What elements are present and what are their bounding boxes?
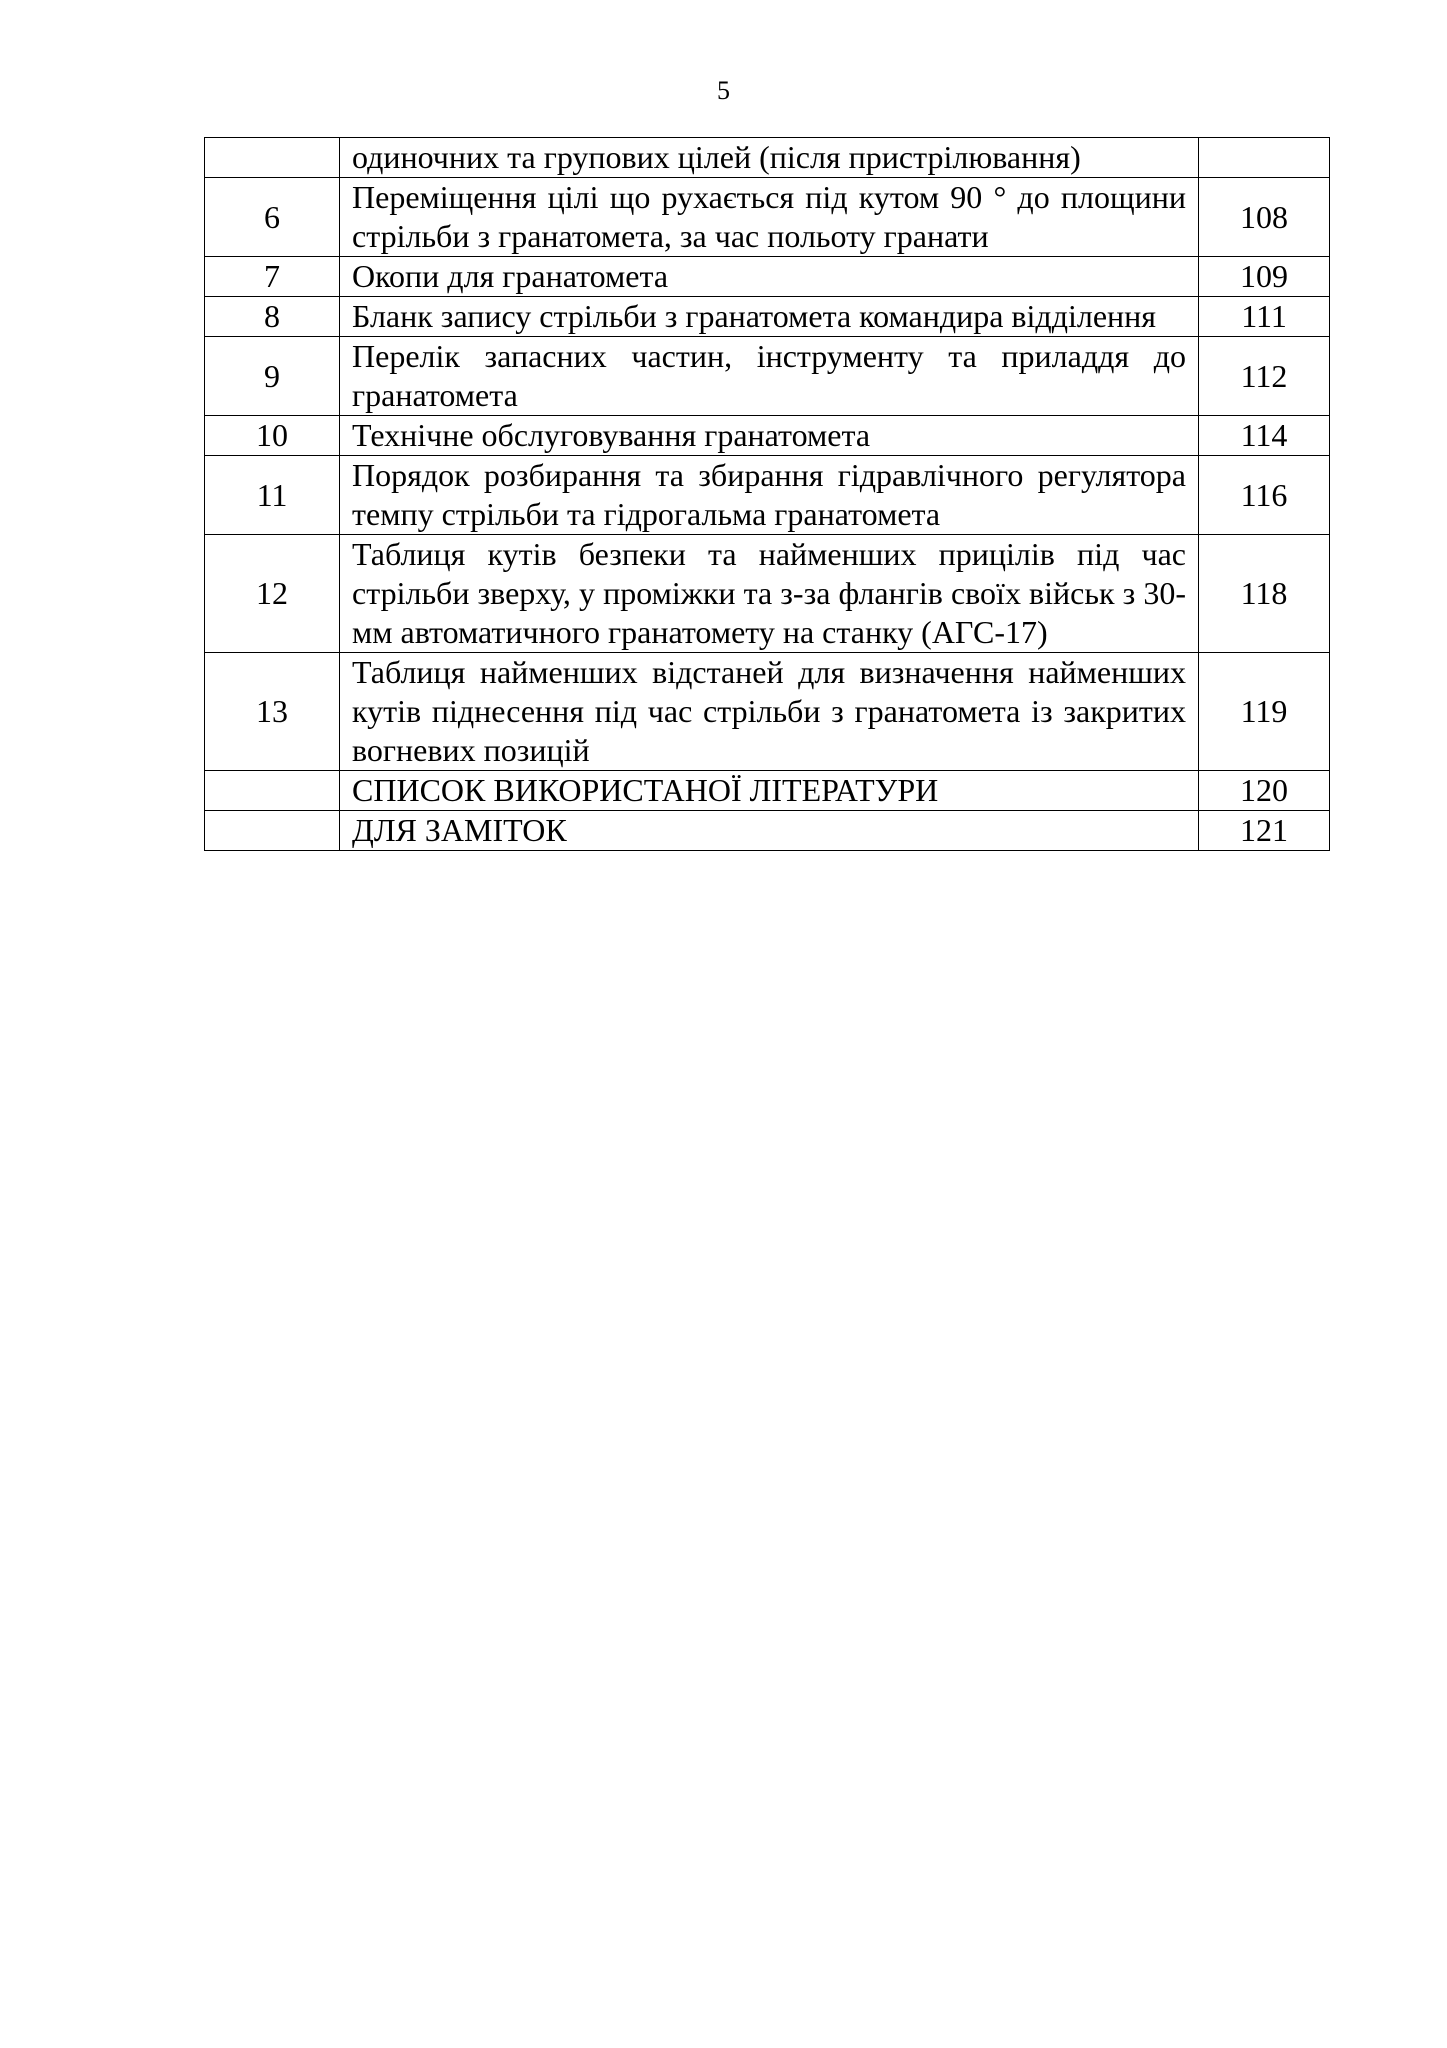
row-page: 109	[1199, 257, 1330, 297]
row-title-text: Таблиця кутів безпеки та найменших прицілів під час стрільби зверху, у проміжки та з-за флангів своїх військ з 30-мм автоматичного гранатомету на станку (АГС-17)	[352, 536, 1186, 650]
row-page: 116	[1199, 456, 1330, 535]
row-title-text: ДЛЯ ЗАМІТОК	[352, 812, 567, 848]
row-title	[340, 416, 1199, 456]
table-row	[205, 771, 1330, 811]
table-row	[205, 416, 1330, 456]
row-title	[340, 535, 1199, 653]
row-title-text: Технічне обслуговування гранатомета	[352, 417, 871, 453]
table-row	[205, 811, 1330, 851]
row-title-text: Бланк запису стрільби з гранатомета командира відділення	[352, 298, 1157, 334]
row-page	[1199, 138, 1330, 178]
row-page: 112	[1199, 337, 1330, 416]
row-number: 6	[205, 178, 340, 257]
toc-body	[205, 138, 1330, 851]
table-row	[205, 257, 1330, 297]
row-title	[340, 771, 1199, 811]
row-number: 10	[205, 416, 340, 456]
row-page: 114	[1199, 416, 1330, 456]
row-title-text: Таблиця найменших відстаней для визначення найменших кутів піднесення під час стрільби з гранатомета із закритих вогневих позицій	[352, 654, 1186, 768]
row-title	[340, 456, 1199, 535]
row-number: 7	[205, 257, 340, 297]
table-row	[205, 653, 1330, 771]
row-title-text: Переміщення цілі що рухається під кутом 90 ° до площини стрільби з гранатомета, за час польоту гранати	[352, 179, 1186, 254]
row-title	[340, 297, 1199, 337]
row-title-text: Порядок розбирання та збирання гідравлічного регулятора темпу стрільби та гідрогальма гранатомета	[352, 457, 1186, 532]
row-title-text: Окопи для гранатомета	[352, 258, 669, 294]
row-page: 111	[1199, 297, 1330, 337]
row-title	[340, 138, 1199, 178]
row-title	[340, 178, 1199, 257]
table-of-contents	[204, 137, 1330, 851]
row-number	[205, 138, 340, 178]
row-number	[205, 771, 340, 811]
row-page: 118	[1199, 535, 1330, 653]
row-title	[340, 337, 1199, 416]
row-title	[340, 257, 1199, 297]
page-number: 5	[717, 76, 730, 105]
row-page: 119	[1199, 653, 1330, 771]
row-title	[340, 811, 1199, 851]
row-title-text: Перелік запасних частин, інструменту та приладдя до гранатомета	[352, 338, 1186, 413]
row-number: 11	[205, 456, 340, 535]
row-title	[340, 653, 1199, 771]
table-row	[205, 297, 1330, 337]
row-page: 108	[1199, 178, 1330, 257]
table-row	[205, 456, 1330, 535]
table-row	[205, 535, 1330, 653]
row-number: 13	[205, 653, 340, 771]
row-title-text: СПИСОК ВИКОРИСТАНОЇ ЛІТЕРАТУРИ	[352, 772, 939, 808]
table-row	[205, 337, 1330, 416]
row-number	[205, 811, 340, 851]
table-row	[205, 138, 1330, 178]
row-number: 9	[205, 337, 340, 416]
row-number: 8	[205, 297, 340, 337]
table-row	[205, 178, 1330, 257]
row-page: 120	[1199, 771, 1330, 811]
row-title-text: одиночних та групових цілей (після пристрілювання)	[352, 139, 1081, 175]
row-number: 12	[205, 535, 340, 653]
row-page: 121	[1199, 811, 1330, 851]
